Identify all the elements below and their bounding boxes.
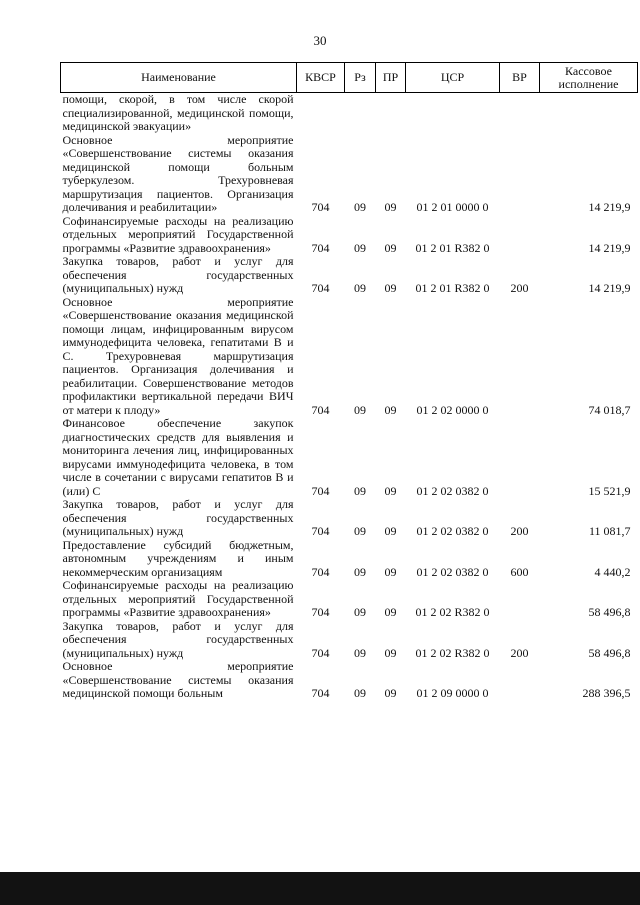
row-name: Основное мероприятие «Совершенствование системы оказания медицинской помощи больным туберкулезом. Трехуровневая маршрутизация пациентов. Организация долечивания и реабилитации» [62,132,294,214]
row-name: Основное мероприятие «Совершенствование оказания медицинской помощи лицам, инфицированным вирусом иммунодефицита человека, гепатитами В и С. Трехуровневая маршрутизация пациентов. Организация долечивания и реабилитации. Совершенствование методов профилактики вертикальной передачи ВИЧ от матери к плоду» [62,294,294,417]
row-name: Закупка товаров, работ и услуг для обеспечения государственных (муниципальных) нужд [62,618,294,660]
row-csr: 01 2 02 R382 0 [415,645,490,660]
row-sum: 74 018,7 [588,402,631,417]
table-row [61,660,638,701]
row-csr: 01 2 02 R382 0 [415,605,490,619]
row-name: Финансовое обеспечение закупок диагностических средств для выявления и мониторинга лечения лиц, инфицированных вирусами иммунодефицита человека, в том числе в сочетании с вирусами гепатитов В и (или) С [62,416,294,498]
row-pr: 09 [384,605,397,619]
row-kvsr: 704 [311,200,330,214]
row-csr: 01 2 02 0000 0 [416,402,489,417]
header-name: Наименование [61,63,297,93]
header-pr: ПР [376,63,406,93]
row-vr [500,417,540,498]
row-rz: 09 [354,686,366,700]
row-vr: 200 [510,524,529,538]
table-row [61,215,638,256]
row-name: помощи, скорой, в том числе скорой специализированной, медицинской помощи, медицинской эвакуации» [62,92,294,133]
row-vr [500,296,540,418]
row-csr: 01 2 01 0000 0 [416,200,489,214]
header-csr: ЦСР [406,63,500,93]
row-name: Закупка товаров, работ и услуг для обеспечения государственных (муниципальных) нужд [62,497,294,538]
row-vr: 600 [510,564,529,579]
row-rz: 09 [354,483,366,498]
row-kvsr: 704 [311,483,330,498]
row-pr: 09 [384,483,397,498]
row-csr: 01 2 01 R382 0 [415,281,490,295]
table-row [61,579,638,620]
row-pr: 09 [384,645,397,660]
table-row [61,498,638,539]
table-row [61,296,638,418]
row-sum: 58 496,8 [588,645,631,660]
row-vr [500,134,540,215]
scan-bottom-edge [0,872,640,905]
row-kvsr: 704 [311,524,330,538]
row-vr [500,93,540,134]
row-rz: 09 [354,605,366,619]
row-rz: 09 [354,645,366,660]
table-row [61,255,638,296]
row-pr: 09 [384,200,397,214]
row-kvsr: 704 [311,281,330,295]
row-sum: 14 219,9 [588,200,631,214]
table-row [61,539,638,580]
row-pr: 09 [384,564,397,579]
row-kvsr: 704 [311,686,330,700]
row-rz [345,93,376,134]
row-vr [500,579,540,620]
row-csr [406,93,500,134]
page-number: 30 [313,33,327,48]
row-kvsr: 704 [311,402,330,417]
row-pr: 09 [384,240,397,255]
row-vr [500,660,540,701]
table-row [61,620,638,661]
row-name: Софинансируемые расходы на реализацию отдельных мероприятий Государственной программы «Развитие здравоохранения» [62,578,294,619]
row-rz: 09 [354,402,366,417]
row-sum: 58 496,8 [588,605,631,619]
row-sum: 11 081,7 [588,524,631,538]
header-sum: Кассовое исполнение [540,63,638,93]
row-kvsr: 704 [311,605,330,619]
row-rz: 09 [354,564,366,579]
budget-table-container [60,62,637,701]
row-pr: 09 [384,281,397,295]
row-csr: 01 2 02 0382 0 [416,483,489,498]
row-rz: 09 [354,524,366,538]
row-vr [500,215,540,256]
row-sum [540,93,638,134]
table-row [61,417,638,498]
row-name: Закупка товаров, работ и услуг для обеспечения государственных (муниципальных) нужд [62,254,294,295]
row-kvsr: 704 [311,564,330,579]
row-vr: 200 [510,645,529,660]
table-row [61,134,638,215]
header-vr: ВР [500,63,540,93]
row-vr: 200 [510,281,529,295]
row-pr: 09 [384,686,397,700]
row-pr: 09 [384,402,397,417]
row-name: Софинансируемые расходы на реализацию отдельных мероприятий Государственной программы «Развитие здравоохранения» [62,213,294,255]
row-pr: 09 [384,524,397,538]
table-header-row [61,63,638,93]
row-csr: 01 2 02 0382 0 [416,564,489,579]
row-rz: 09 [354,240,366,255]
row-rz: 09 [354,200,366,214]
row-csr: 01 2 01 R382 0 [415,240,490,255]
row-sum: 14 219,9 [588,281,631,295]
row-kvsr: 704 [311,240,330,255]
row-kvsr [297,93,345,134]
row-pr [376,93,406,134]
row-sum: 288 396,5 [582,686,631,700]
row-rz: 09 [354,281,366,295]
row-kvsr: 704 [311,645,330,660]
table-row [61,93,638,134]
header-kvsr: КВСР [297,63,345,93]
header-rz: Рз [345,63,376,93]
row-sum: 4 440,2 [594,564,631,579]
row-name: Предоставление субсидий бюджетным, автономным учреждениям и иным некоммерческим организациям [62,537,294,579]
row-sum: 14 219,9 [588,240,631,255]
budget-table [60,62,638,701]
row-sum: 15 521,9 [588,483,631,498]
row-csr: 01 2 09 0000 0 [416,686,489,700]
row-name: Основное мероприятие «Совершенствование системы оказания медицинской помощи больным [62,659,294,700]
row-csr: 01 2 02 0382 0 [416,524,489,538]
